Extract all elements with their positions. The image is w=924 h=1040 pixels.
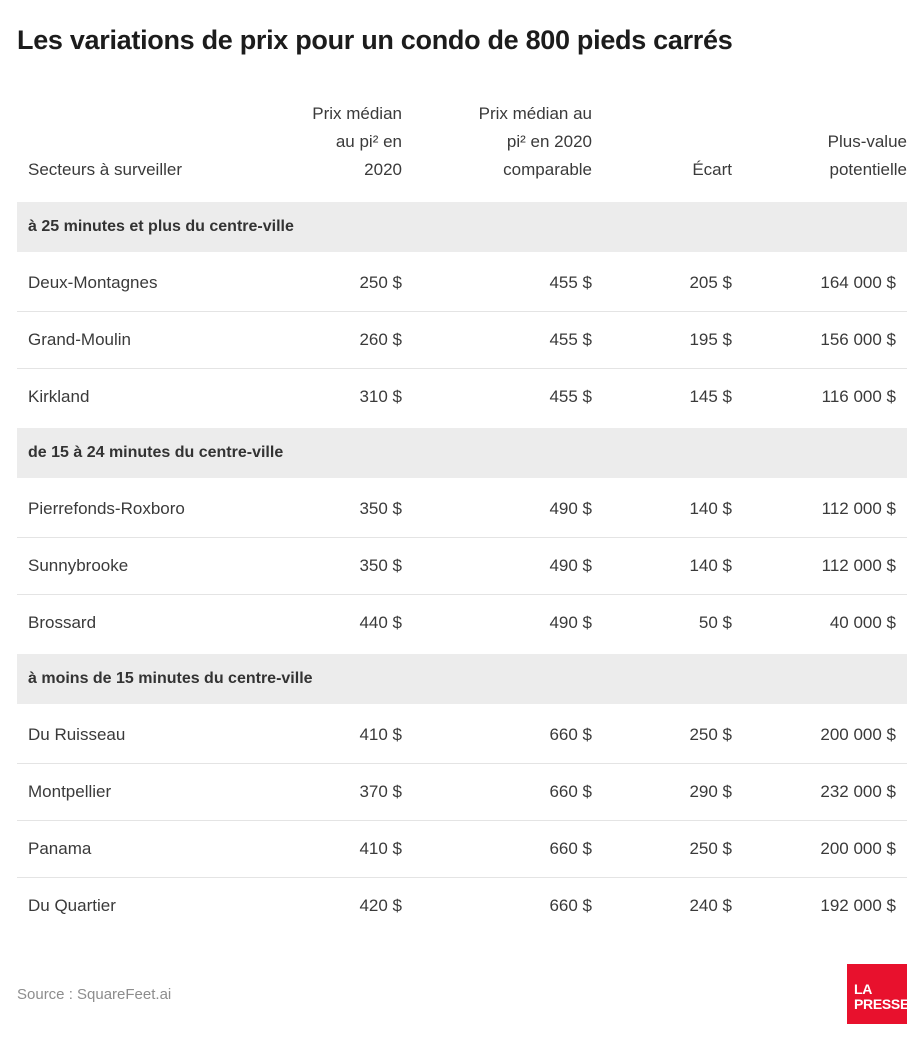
- table-row: [17, 312, 907, 369]
- section-label: à moins de 15 minutes du centre-ville: [17, 653, 907, 706]
- cell-prix-comparable: 455 $: [402, 312, 592, 369]
- cell-plus-value: 40 000 $: [732, 595, 907, 653]
- cell-prix-comparable: 490 $: [402, 538, 592, 595]
- section-label: de 15 à 24 minutes du centre-ville: [17, 427, 907, 480]
- cell-prix-median-2020: 420 $: [359, 896, 402, 916]
- cell-prix-median-2020: 370 $: [257, 764, 402, 821]
- cell-ecart: 195 $: [592, 312, 732, 369]
- logo-line-la: LA: [854, 981, 873, 998]
- cell-ecart: 250 $: [592, 706, 732, 764]
- cell-prix-median-2020: 250 $: [257, 254, 402, 312]
- col-header-ecart: Écart: [592, 100, 732, 201]
- section-row: [17, 201, 907, 254]
- cell-ecart: 145 $: [592, 369, 732, 427]
- table-row: [17, 764, 907, 821]
- cell-plus-value: 192 000 $: [820, 896, 896, 916]
- cell-plus-value: 112 000 $: [732, 538, 907, 595]
- table-row: [17, 595, 907, 653]
- footer: [17, 964, 907, 1024]
- cell-prix-comparable: 490 $: [402, 595, 592, 653]
- cell-secteur: Grand-Moulin: [17, 312, 257, 369]
- cell-prix-median-2020: 410 $: [257, 706, 402, 764]
- cell-ecart: 240 $: [689, 896, 732, 916]
- col-header-prix-median-comparable: Prix médian au pi² en 2020 comparable: [402, 100, 592, 201]
- cell-prix-comparable: 660 $: [402, 821, 592, 878]
- cell-plus-value: 112 000 $: [732, 480, 907, 538]
- cell-prix-median-2020: 410 $: [257, 821, 402, 878]
- table-row: [17, 369, 907, 427]
- cell-plus-value: 116 000 $: [732, 369, 907, 427]
- cell-ecart: 50 $: [592, 595, 732, 653]
- table-header-row: [17, 100, 907, 201]
- table-row: [17, 538, 907, 595]
- cell-plus-value: 164 000 $: [732, 254, 907, 312]
- cell-prix-median-2020: 350 $: [257, 480, 402, 538]
- price-table: [17, 100, 907, 934]
- cell-ecart: 140 $: [592, 538, 732, 595]
- cell-secteur: Du Ruisseau: [17, 706, 257, 764]
- page-title: Les variations de prix pour un condo de 800 pieds carrés: [17, 25, 733, 55]
- cell-prix-median-2020: 440 $: [257, 595, 402, 653]
- col-header-prix-median-2020: Prix médian au pi² en 2020: [257, 100, 402, 201]
- cell-prix-comparable: 660 $: [402, 764, 592, 821]
- cell-prix-comparable: 455 $: [402, 369, 592, 427]
- cell-ecart: 140 $: [592, 480, 732, 538]
- table-row: [17, 706, 907, 764]
- col-header-plus-value: Plus-value potentielle: [732, 100, 907, 201]
- cell-plus-value: 200 000 $: [732, 821, 907, 878]
- cell-secteur: Montpellier: [17, 764, 257, 821]
- table-row: [17, 821, 907, 878]
- logo-line-presse: PRESSE: [854, 996, 909, 1013]
- cell-prix-comparable: 660 $: [549, 896, 592, 916]
- cell-secteur: Deux-Montagnes: [17, 254, 257, 312]
- cell-prix-comparable: 660 $: [402, 706, 592, 764]
- cell-prix-comparable: 455 $: [402, 254, 592, 312]
- cell-prix-comparable: 490 $: [402, 480, 592, 538]
- cell-plus-value: 200 000 $: [732, 706, 907, 764]
- cell-prix-median-2020: 260 $: [257, 312, 402, 369]
- lapresse-logo: [847, 964, 907, 1024]
- source-credit: Source : SquareFeet.ai: [17, 985, 172, 1003]
- cell-ecart: 205 $: [592, 254, 732, 312]
- table-row: [17, 878, 907, 935]
- cell-secteur: Sunnybrooke: [17, 538, 257, 595]
- col-header-secteurs: Secteurs à surveiller: [17, 100, 257, 201]
- cell-secteur: Panama: [17, 821, 257, 878]
- cell-ecart: 250 $: [592, 821, 732, 878]
- cell-prix-median-2020: 310 $: [257, 369, 402, 427]
- section-label: à 25 minutes et plus du centre-ville: [17, 201, 907, 254]
- cell-secteur: Brossard: [17, 595, 257, 653]
- cell-plus-value: 156 000 $: [732, 312, 907, 369]
- cell-ecart: 290 $: [592, 764, 732, 821]
- cell-plus-value: 232 000 $: [732, 764, 907, 821]
- section-row: [17, 427, 907, 480]
- cell-prix-median-2020: 350 $: [257, 538, 402, 595]
- cell-secteur: Du Quartier: [28, 896, 116, 916]
- cell-secteur: Kirkland: [17, 369, 257, 427]
- section-row: [17, 653, 907, 706]
- table-row: [17, 480, 907, 538]
- infographic-page: [0, 24, 924, 1040]
- table-row: [17, 254, 907, 312]
- cell-secteur: Pierrefonds-Roxboro: [17, 480, 257, 538]
